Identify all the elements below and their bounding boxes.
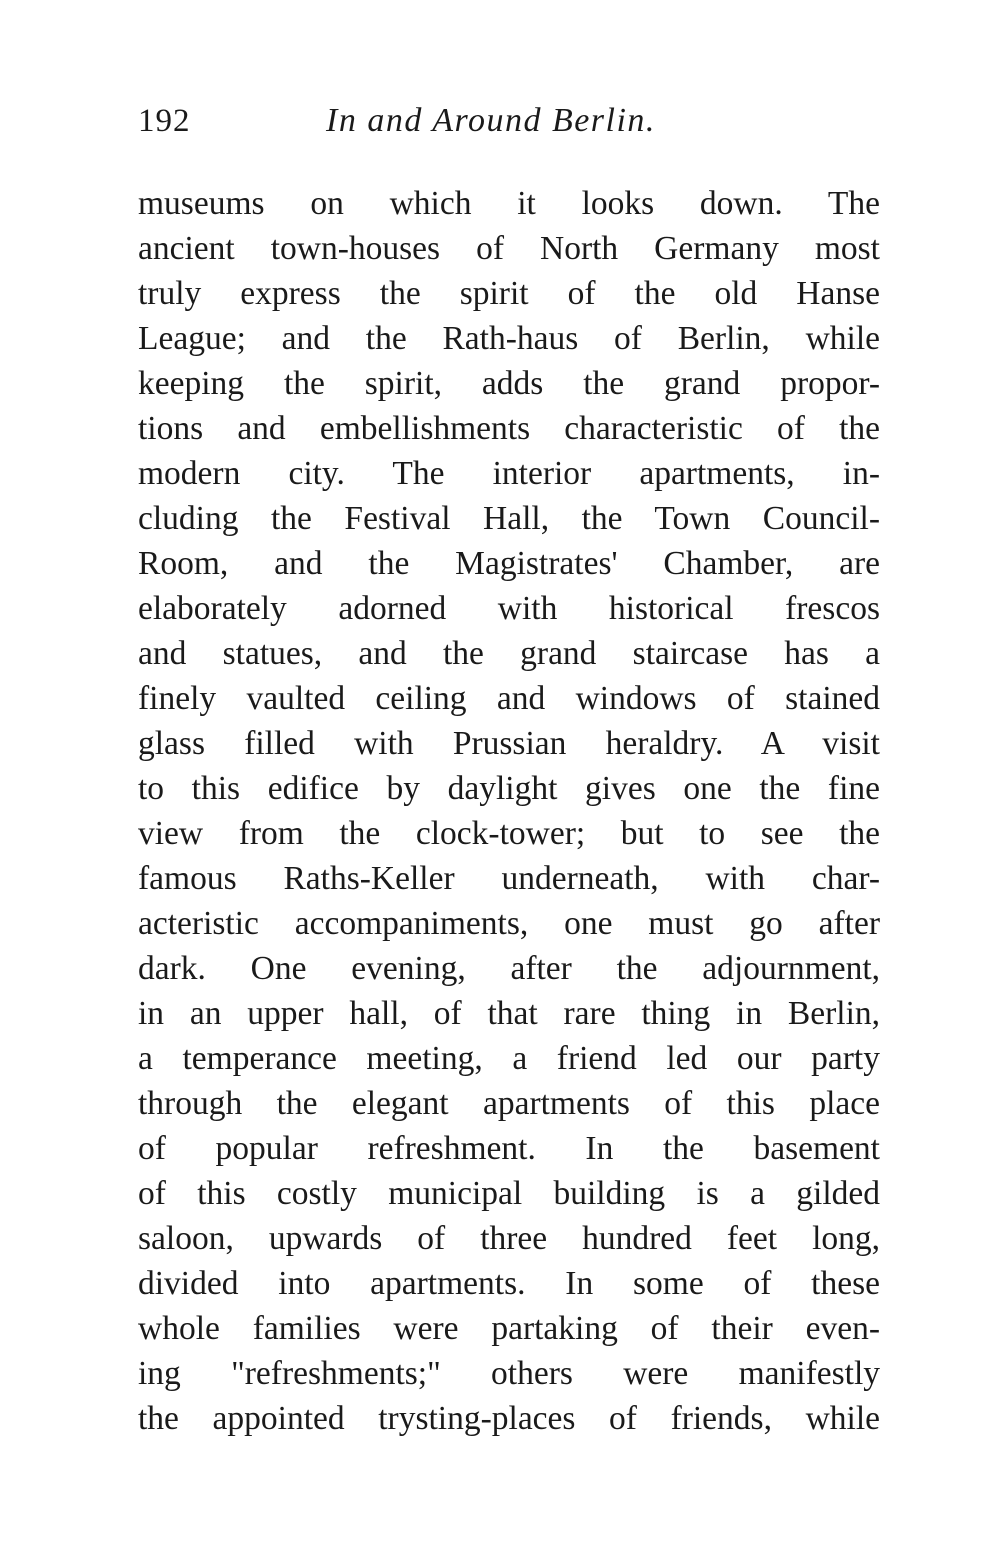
text-line: of popular refreshment. In the basement — [138, 1130, 880, 1167]
text-line: the appointed trysting-places of friends, while — [138, 1400, 880, 1437]
running-head — [138, 96, 878, 146]
text-line: keeping the spirit, adds the grand propor- — [138, 365, 880, 402]
text-line: elaborately adorned with historical frescos — [138, 590, 880, 627]
text-line: and statues, and the grand staircase has a — [138, 635, 880, 672]
text-line: League; and the Rath-haus of Berlin, while — [138, 320, 880, 357]
text-line: ing "refreshments;" others were manifestly — [138, 1355, 880, 1392]
text-line: famous Raths-Keller underneath, with char- — [138, 860, 880, 897]
text-line: modern city. The interior apartments, in- — [138, 455, 880, 492]
text-line: a temperance meeting, a friend led our party — [138, 1040, 880, 1077]
text-line: museums on which it looks down. The — [138, 185, 880, 222]
text-line: finely vaulted ceiling and windows of stained — [138, 680, 880, 717]
text-line: through the elegant apartments of this place — [138, 1085, 880, 1122]
text-line: tions and embellishments characteristic of the — [138, 410, 880, 447]
text-line: cluding the Festival Hall, the Town Council- — [138, 500, 880, 537]
page-number: 192 — [138, 103, 191, 139]
text-line: divided into apartments. In some of these — [138, 1265, 880, 1302]
text-line: ancient town-houses of North Germany most — [138, 230, 880, 267]
text-line: of this costly municipal building is a gilded — [138, 1175, 880, 1212]
running-title: In and Around Berlin. — [326, 102, 656, 139]
text-line: Room, and the Magistrates' Chamber, are — [138, 545, 880, 582]
text-line: dark. One evening, after the adjournment, — [138, 950, 880, 987]
text-line: view from the clock-tower; but to see the — [138, 815, 880, 852]
text-line: truly express the spirit of the old Hanse — [138, 275, 880, 312]
text-line: to this edifice by daylight gives one the fine — [138, 770, 880, 807]
text-line: glass filled with Prussian heraldry. A visit — [138, 725, 880, 762]
text-line: in an upper hall, of that rare thing in Berlin, — [138, 995, 880, 1032]
body-text — [138, 181, 880, 1441]
text-line: acteristic accompaniments, one must go after — [138, 905, 880, 942]
text-line: saloon, upwards of three hundred feet long, — [138, 1220, 880, 1257]
text-line: whole families were partaking of their even- — [138, 1310, 880, 1347]
